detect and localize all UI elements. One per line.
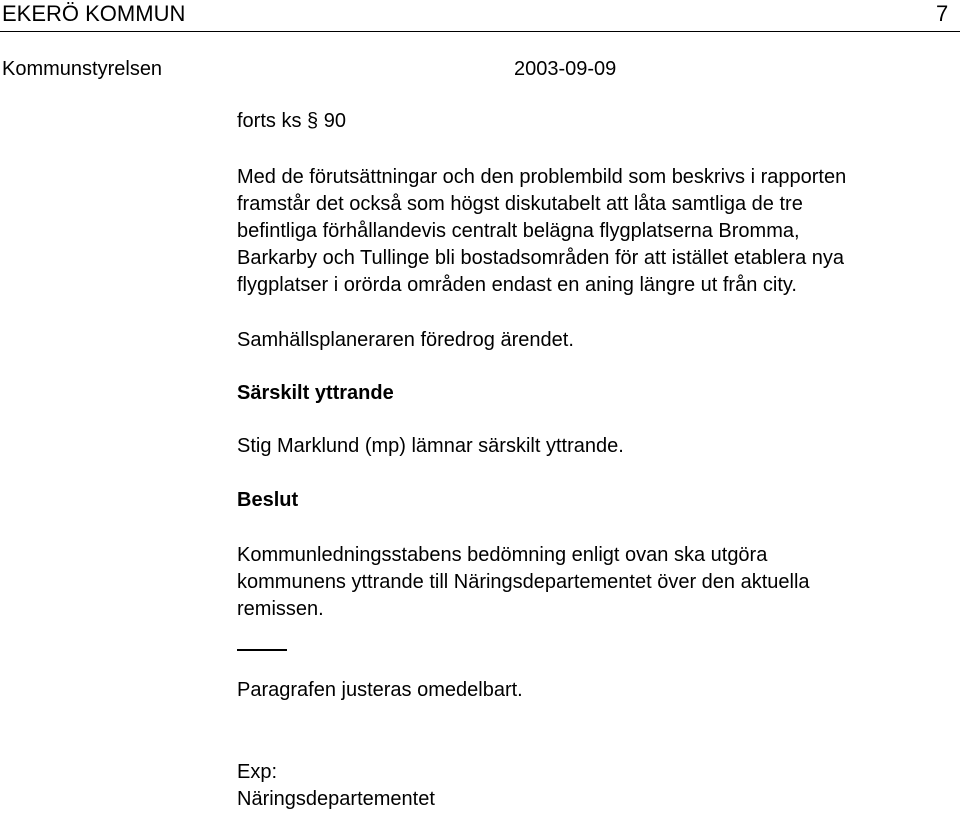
paragraph-line: flygplatser i orörda områden endast en aning längre ut från city. — [237, 274, 797, 296]
paragraph-line: Kommunledningsstabens bedömning enligt ovan ska utgöra — [237, 544, 768, 566]
approval-note: Paragrafen justeras omedelbart. — [237, 679, 523, 701]
paragraph-background — [237, 164, 937, 299]
dispatch-recipient: Näringsdepartementet — [237, 788, 435, 810]
paragraph-line: kommunens yttrande till Näringsdepartementet över den aktuella — [237, 571, 810, 593]
continuation-label: forts ks § 90 — [237, 110, 346, 132]
paragraph-line: Barkarby och Tullinge bli bostadsområden för att istället etablera nya — [237, 247, 845, 269]
dispatch-label: Exp: — [237, 761, 278, 783]
heading-statement: Särskilt yttrande — [237, 382, 394, 404]
paragraph-line: framstår det också som högst diskutabelt att låta samtliga de tre — [237, 193, 803, 215]
meeting-date: 2003-09-09 — [514, 58, 617, 80]
paragraph-line: Med de förutsättningar och den problembild som beskrivs i rapporten — [237, 166, 847, 188]
paragraph-line: befintliga förhållandevis centralt belägna flygplatserna Bromma, — [237, 220, 800, 242]
paragraph-line: remissen. — [237, 598, 324, 620]
separator-line — [237, 649, 287, 651]
page-number: 7 — [936, 1, 949, 26]
heading-decision: Beslut — [237, 489, 299, 511]
municipality-title: EKERÖ KOMMUN — [2, 1, 186, 26]
presenter-note: Samhällsplaneraren föredrog ärendet. — [237, 329, 574, 351]
header-divider — [0, 31, 960, 32]
department-name: Kommunstyrelsen — [2, 58, 163, 80]
statement-text: Stig Marklund (mp) lämnar särskilt yttrande. — [237, 435, 624, 457]
decision-paragraph — [237, 542, 937, 623]
